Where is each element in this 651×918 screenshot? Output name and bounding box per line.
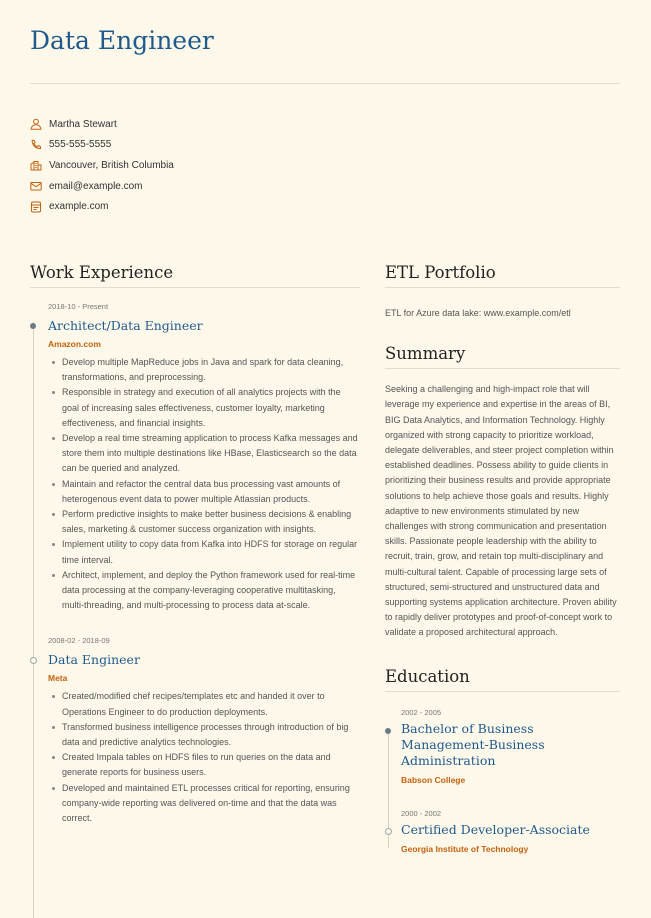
timeline-dot [30, 323, 36, 329]
education-entry [385, 708, 620, 786]
work-experience-heading: Work Experience [30, 263, 174, 282]
job-bullet: Created/modified chef recipes/templates etc and handed it over to Operations Engineer to do production deployments. [48, 689, 360, 719]
job-bullet: Architect, implement, and deploy the Python framework used for real-time data processing at the company-leveraging cooperative multitasking, multi-threading, and multi-processing to process data at-scale. [48, 568, 360, 614]
contact-email-text[interactable]: email@example.com [49, 180, 143, 192]
right-column [385, 262, 620, 855]
summary-heading: Summary [385, 344, 466, 364]
job-title: Architect/Data Engineer [48, 318, 203, 333]
summary-text: Seeking a challenging and high-impact role that will leverage my experience and expertise in the areas of BI, BIG Data Analytics, and Information Technology. Highly organized with strong capacity to prioritize workload, delegate deliverables, and steer project completion within established deadlines. Possess ability to guide clients in prioritizing their business results and provide appropriate solutions to help achieve those goals and results. Highly adaptive to new environments stimulated by new challenges with strong communication and presentation skills. Passionate people leadership with the ability to recruit, train, grow, and retain top multi-disciplinary and multi-cultural talent. Capable of processing large sets of structured, semi-structured and unstructured data and supporting systems application architecture. Proven ability to rapidly deliver prototypes and proof-of-concept work to validate a proposed architectural approach. [385, 384, 617, 638]
contact-location [30, 155, 174, 176]
title-divider [30, 83, 620, 84]
contact-phone [30, 135, 174, 156]
job-company: Amazon.com [48, 339, 101, 349]
job-bullet: Created Impala tables on HDFS files to run queries on the data and generate reports for business users. [48, 750, 360, 780]
education-section [385, 666, 620, 855]
job-bullet: Transformed business intelligence processes through introduction of big data and predictive analytics technologies. [48, 720, 360, 750]
education-date: 2002 - 2005 [401, 707, 442, 717]
job-date: 2008-02 - 2018-09 [48, 636, 110, 646]
job-bullet: Develop a real time streaming application to process Kafka messages and store them into multiple destinations like HBase, Elasticsearch so the data can be queried and analyzed. [48, 431, 360, 477]
job-company: Meta [48, 673, 68, 684]
timeline-dot [385, 828, 392, 835]
job-date: 2018-10 - Present [48, 302, 109, 311]
job-bullets [48, 355, 360, 613]
education-school: Georgia Institute of Technology [401, 843, 529, 854]
job-bullet: Responsible in strategy and execution of all analytics projects with the goal of increasing sales effectiveness, customer loyalty, marketing effectiveness, and financial insights. [48, 385, 360, 431]
job-bullets [48, 689, 360, 826]
education-school: Babson College [401, 774, 466, 785]
portfolio-heading: ETL Portfolio [385, 263, 496, 282]
person-icon [30, 118, 42, 130]
contact-website [30, 196, 174, 217]
job-bullet: Maintain and refactor the central data bus processing vast amounts of heterogenous event data to power multiple Atlassian products. [48, 477, 360, 507]
contact-website-text[interactable]: example.com [49, 201, 109, 213]
timeline-dot [385, 728, 391, 734]
section-divider [385, 368, 620, 369]
work-timeline [30, 302, 360, 826]
contact-name [30, 114, 174, 135]
job-bullet: Developed and maintained ETL processes critical for reporting, ensuring company-wide reporting was delivered on-time and that the data was correct. [48, 781, 360, 827]
job-entry [30, 302, 360, 613]
section-divider [385, 287, 620, 288]
city-icon [30, 159, 42, 171]
web-icon [30, 201, 42, 213]
timeline-dot [30, 657, 37, 664]
summary-section [385, 343, 620, 640]
job-title: Data Engineer [48, 652, 140, 668]
contact-phone-text[interactable]: 555-555-5555 [49, 139, 112, 151]
section-divider [385, 691, 620, 692]
job-entry [30, 636, 360, 826]
email-icon [30, 180, 42, 192]
job-bullet: Implement utility to copy data from Kafka into HDFS for storage on regular time interval. [48, 537, 360, 567]
education-date: 2000 - 2002 [401, 808, 442, 818]
left-column [30, 262, 360, 826]
contact-location-text: Vancouver, British Columbia [49, 159, 174, 171]
page-title: Data Engineer [30, 26, 214, 55]
education-heading: Education [385, 666, 470, 686]
portfolio-text: ETL for Azure data lake: www.example.com/etl [385, 308, 571, 318]
phone-icon [30, 139, 42, 151]
job-bullet: Develop multiple MapReduce jobs in Java and spark for data cleaning, transformations, and preprocessing. [48, 355, 360, 385]
section-divider [30, 287, 360, 288]
contact-email [30, 176, 174, 197]
education-degree: Certified Developer-Associate [401, 821, 590, 837]
contact-name-text: Martha Stewart [49, 118, 117, 130]
contact-list [30, 114, 174, 217]
education-timeline [385, 708, 620, 855]
education-degree: Bachelor of Business Management-Business Administration [401, 720, 545, 768]
education-entry [385, 809, 620, 855]
job-bullet: Perform predictive insights to make better business decisions & enabling sales, marketing & customer success organization with insights. [48, 507, 360, 537]
